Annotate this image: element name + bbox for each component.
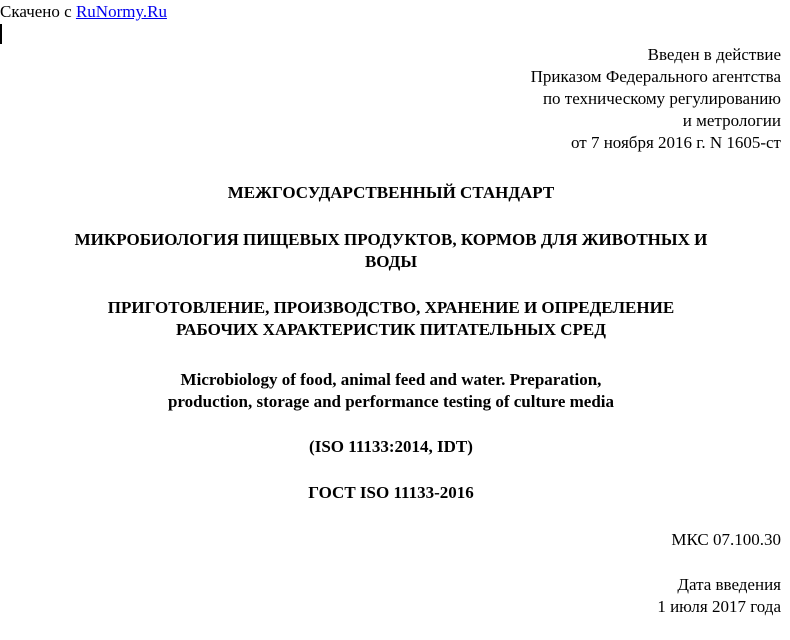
mks-code: МКС 07.100.30 [671, 530, 781, 549]
effective-date-block [657, 574, 781, 618]
gost-number: ГОСТ ISO 11133-2016 [308, 483, 474, 502]
title-russian-sub: ПРИГОТОВЛЕНИЕ, ПРОИЗВОДСТВО, ХРАНЕНИЕ И ОПРЕДЕЛЕНИЕ РАБОЧИХ ХАРАКТЕРИСТИК ПИТАТЕЛЬНЫХ СРЕД [107, 298, 675, 339]
enactment-block [531, 44, 781, 154]
enactment-line: Введен в действие [647, 45, 781, 64]
effective-date-label: Дата введения [677, 575, 781, 594]
download-prefix: Скачено с [0, 2, 76, 21]
standard-type: МЕЖГОСУДАРСТВЕННЫЙ СТАНДАРТ [227, 183, 555, 202]
enactment-line: Приказом Федерального агентства [530, 67, 781, 86]
text-cursor [0, 24, 2, 44]
enactment-line: и метрологии [682, 111, 781, 130]
download-source-line [0, 1, 167, 23]
source-link[interactable]: RuNormy.Ru [75, 2, 167, 21]
title-english: Microbiology of food, animal feed and water. Preparation, production, storage and performance testing of culture media [167, 370, 615, 411]
title-russian-main: МИКРОБИОЛОГИЯ ПИЩЕВЫХ ПРОДУКТОВ, КОРМОВ ДЛЯ ЖИВОТНЫХ И ВОДЫ [74, 230, 708, 271]
effective-date-value: 1 июля 2017 года [657, 597, 781, 616]
enactment-line: от 7 ноября 2016 г. N 1605-ст [571, 133, 781, 152]
enactment-line: по техническому регулированию [542, 89, 781, 108]
iso-reference: (ISO 11133:2014, IDT) [309, 437, 473, 456]
